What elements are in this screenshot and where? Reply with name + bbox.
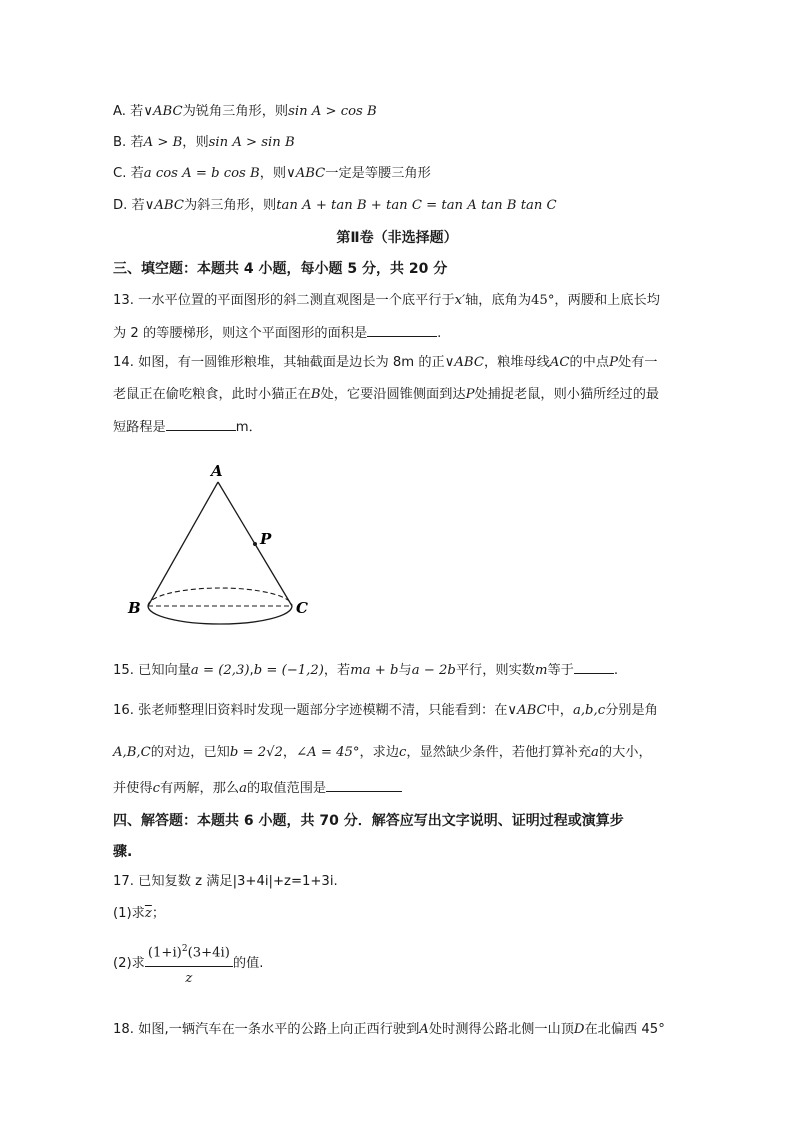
q17-num-b: (3+4i) [187,945,230,961]
q14-text-h: 短路程是 [113,420,166,435]
q13-text-a: 13. 一水平位置的平面图形的斜二测直观图是一个底平行于 [113,293,455,308]
cone-base-front [148,606,292,624]
q16-sides: a,b,c [573,703,606,718]
q13-angle: 45° [531,293,555,308]
q16-angle-a: ∠A = 45° [296,745,360,760]
option-c-cond: a cos A = b cos B [143,166,260,181]
option-c-lead: C. 若 [113,166,144,181]
q15-var-m: m [534,663,548,678]
q17-part-2-end: 的值. [232,956,264,972]
q15-expr-2: a − 2b [411,663,456,678]
q15-text-c: 与 [398,663,412,678]
option-c-tail: 一定是等腰三角形 [325,166,431,181]
option-d [113,197,557,215]
q14-text-g: 处捕捉老鼠，则小猫所经过的最 [474,387,660,402]
q16-var-a-2: a [239,781,247,796]
q14-point-p-2: P [465,387,475,402]
q17-part-1-text: (1)求 [113,906,145,921]
q16-text-b: 中， [546,703,573,718]
option-a [113,103,377,121]
q18-text-c: 在北偏西 45° [584,1022,665,1037]
q13-text-b: 轴，底角为 [465,293,532,308]
q16-text-f: ，求边 [359,745,400,760]
q17-part-2-text: (2)求 [113,956,145,972]
q14-text-c: 的中点 [569,355,610,370]
q15-sep: , [249,663,254,678]
option-d-triangle: ∨ABC [144,198,184,213]
q13-line-2 [113,323,441,343]
option-a-triangle: ∨ABC [143,104,183,119]
q15-text-a: 15. 已知向量 [113,663,191,678]
q15-answer-blank[interactable] [574,660,614,674]
q17-part-1-end: ； [151,906,166,921]
q16-answer-blank[interactable] [326,778,402,792]
cone-figure [120,458,360,628]
option-d-expr: tan A + tan B + tan C = tan A tan B tan C [276,198,557,213]
q16-text-k: 的取值范围是 [246,781,327,796]
label-a: A [211,462,223,480]
label-c: C [296,599,308,617]
option-a-expr: sin A > cos B [288,104,377,119]
q16-line-3 [113,778,402,798]
option-c-text: ，则 [259,166,287,181]
q16-triangle: ∨ABC [507,703,547,718]
option-d-lead: D. 若 [113,198,145,213]
q15-expr-1: ma + b [350,663,399,678]
label-p: P [260,530,272,548]
option-c-triangle: ∨ABC [286,166,326,181]
section-2-title: 第Ⅱ卷（非选择题） [336,230,458,246]
part-4-title-line-2: 骤. [113,844,133,860]
q16-line-2 [113,744,652,762]
option-a-lead: A. 若 [113,104,144,119]
q15-end: . [613,663,619,678]
q17-part-2 [113,938,263,990]
q16-text-j: 有两解，那么 [159,781,240,796]
q14-text-b: ，粮堆母线 [483,355,550,370]
cone-edge-ab [148,482,218,606]
q13-end: . [437,326,442,341]
q18-line [113,1021,665,1039]
q15-line [113,660,618,680]
part-3-title: 三、填空题：本题共 4 小题，每小题 5 分，共 20 分 [113,261,448,277]
q14-text-e: 老鼠正在偷吃粮食，此时小猫正在 [113,387,311,402]
q17-num-exp: 2 [181,944,188,954]
label-b: B [128,599,141,617]
option-c [113,165,431,183]
q18-point-d: D [573,1022,585,1037]
q14-text-d: 处有一 [617,355,658,370]
q14-line-1 [113,354,658,372]
q14-text-a: 14. 如图，有一圆锥形粮堆，其轴截面是边长为 8m 的正 [113,355,445,370]
q16-var-a: a [591,745,599,760]
q16-text-g: ，显然缺少条件，若他打算补充 [406,745,592,760]
q15-text-b: ，若 [323,663,351,678]
q17-part-1 [113,905,165,923]
q13-text-d: 为 2 的等腰梯形，则这个平面图形的面积是 [113,326,368,341]
part-4-title-line-1: 四、解答题：本题共 6 小题，共 70 分．解答应写出文字说明、证明过程或演算步 [113,813,624,829]
q13-axis: x′ [454,293,466,308]
option-b-text: ，则 [182,135,209,150]
q13-text-c: ，两腰和上底长均 [554,293,660,308]
q16-sep: ， [282,745,297,760]
q16-text-e: 的对边，已知 [150,745,230,760]
q14-point-b: B [310,387,321,402]
q14-point-p: P [609,355,618,370]
q16-text-c: 分别是角 [605,703,658,718]
q15-text-e: 等于 [547,663,574,678]
q16-line-1 [113,702,658,720]
q16-var-c-2: c [152,781,160,796]
q16-angles: A,B,C [113,745,151,760]
q17-num-a: (1+i) [147,945,182,961]
option-a-text: 为锐角三角形，则 [182,104,289,119]
option-b-expr: sin A > sin B [208,135,295,150]
q17-den: z [185,971,193,987]
q14-triangle: ∨ABC [444,355,484,370]
q15-vector-a: a = (2,3) [190,663,250,678]
q13-line-1 [113,292,660,310]
q17-fraction [145,938,233,990]
q14-line-2 [113,386,659,404]
q14-segment: AC [549,355,570,370]
q14-text-i: m． [235,420,262,435]
point-p-marker [253,542,257,546]
q15-vector-b: b = (−1,2) [253,663,324,678]
option-b-cond: A > B [143,135,183,150]
option-b-lead: B. 若 [113,135,144,150]
q16-text-i: 并使得 [113,781,153,796]
q16-text-h: 的大小， [598,745,652,760]
option-b [113,134,295,152]
q13-answer-blank[interactable] [367,323,437,337]
q18-point-a: A [419,1022,429,1037]
q18-text-a: 18. 如图,一辆汽车在一条水平的公路上向正西行驶到 [113,1022,420,1037]
q14-answer-blank[interactable] [166,417,236,431]
cone-base-back [148,588,292,606]
q16-var-c: c [399,745,407,760]
q17-line: 17. 已知复数 z 满足|3+4i|+z=1+3i. [113,874,338,889]
q17-conj-z: $\overline{z}$ [144,906,152,921]
q18-text-b: 处时测得公路北侧一山顶 [428,1022,574,1037]
q16-text-a: 16. 张老师整理旧资料时发现一题部分字迹模糊不清，只能看到：在 [113,703,508,718]
q15-text-d: 平行，则实数 [455,663,535,678]
q14-text-f: 处，它要沿圆锥侧面到达 [320,387,466,402]
q14-line-3 [113,417,262,437]
option-d-text: 为斜三角形，则 [183,198,277,213]
q16-b-value: b = 2√2 [229,745,283,760]
